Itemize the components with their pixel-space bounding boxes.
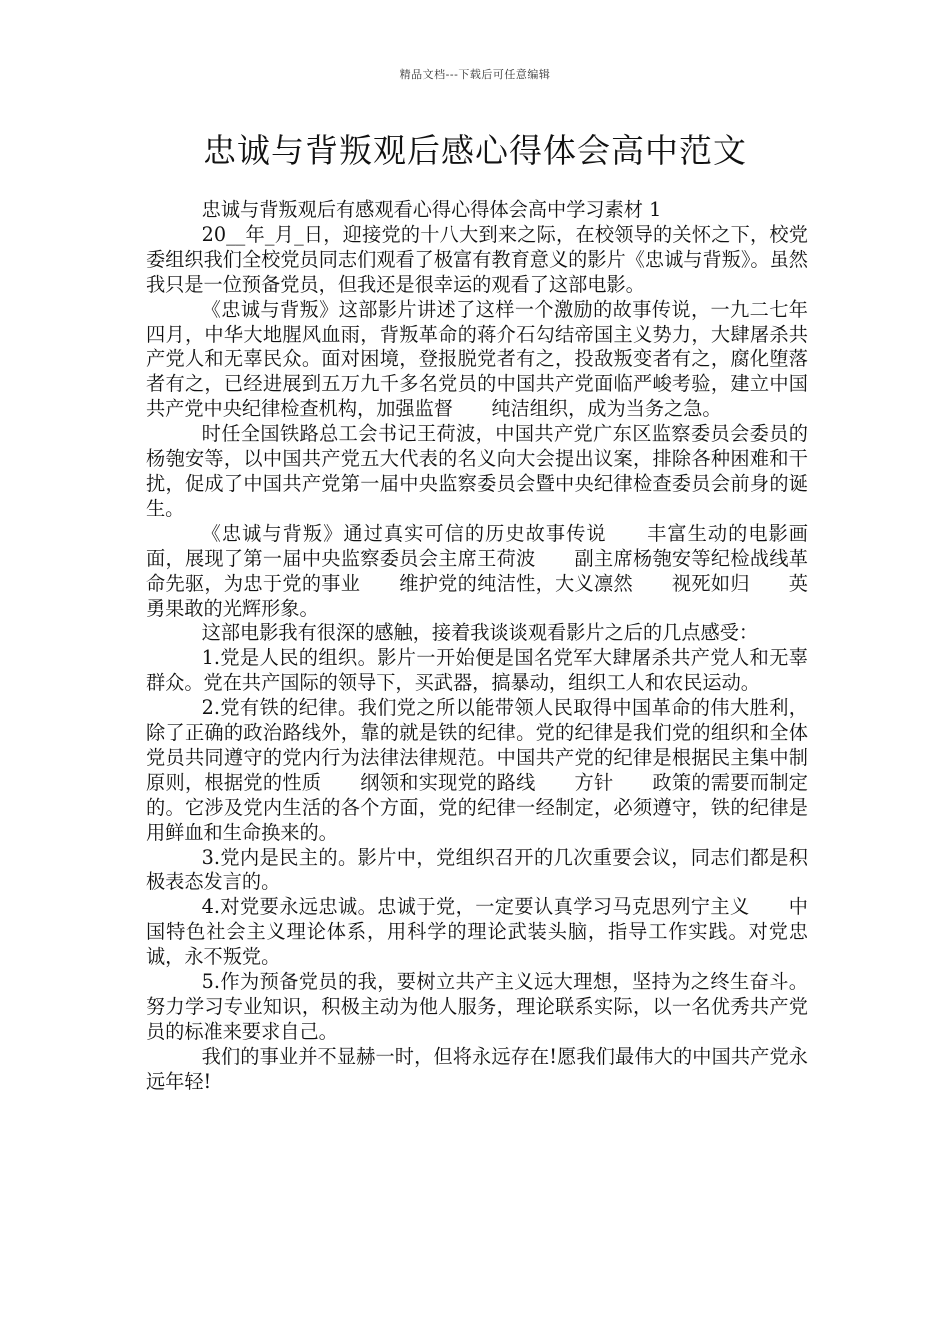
page-title: 忠诚与背叛观后感心得体会高中范文	[203, 131, 747, 170]
paragraph-closing: 我们的事业并不显赫一时，但将永远存在!愿我们最伟大的中国共产党永远年轻!	[146, 1044, 808, 1093]
paragraph-point-4: 4.对党要永远忠诚。忠诚于党，一定要认真学习马克思列宁主义 中国特色社会主义理论体系，用科学的理论武装头脑，指导工作实践。对党忠诚，永不叛党。	[146, 895, 808, 969]
paragraph-point-3: 3.党内是民主的。影片中，党组织召开的几次重要会议，同志们都是积极表态发言的。	[146, 845, 808, 894]
paragraph-film: 《忠诚与背叛》通过真实可信的历史故事传说 丰富生动的电影画面，展现了第一届中央监察委员会主席王荷波 副主席杨匏安等纪检战线革命先驱，为忠于党的事业 维护党的纯洁性，大义凛然 视死如归 英勇果敢的光辉形象。	[146, 521, 808, 620]
paragraph-point-1: 1.党是人民的组织。影片一开始便是国名党军大肆屠杀共产党人和无辜群众。党在共产国际的领导下，买武器，搞暴动，组织工人和农民运动。	[146, 646, 808, 695]
document-subtitle: 忠诚与背叛观后有感观看心得心得体会高中学习素材 1	[201, 198, 662, 221]
paragraph-story: 《忠诚与背叛》这部影片讲述了这样一个激励的故事传说，一九二七年四月，中华大地腥风血雨，背叛革命的蒋介石勾结帝国主义势力，大肆屠杀共产党人和无辜民众。面对困境，登报脱党者有之，投敌叛变者有之，腐化堕落者有之，已经进展到五万九千多名党员的中国共产党面临严峻考验，建立中国共产党中央纪律检查机构，加强监督 纯洁组织，成为当务之急。	[146, 297, 808, 421]
paragraph-intro: 20__年_月_日，迎接党的十八大到来之际，在校领导的关怀之下，校党委组织我们全校党员同志们观看了极富有教育意义的影片《忠诚与背叛》。虽然我只是一位预备党员，但我还是很幸运的观看了这部电影。	[146, 222, 808, 296]
paragraph-feelings: 这部电影我有很深的感触，接着我谈谈观看影片之后的几点感受：	[201, 621, 759, 645]
paragraph-point-2: 2.党有铁的纪律。我们党之所以能带领人民取得中国革命的伟大胜利，除了正确的政治路线外，靠的就是铁的纪律。党的纪律是我们党的组织和全体党员共同遵守的党内行为法律法律规范。中国共产党的纪律是根据民主集中制原则，根据党的性质 纲领和实现党的路线 方针 政策的需要而制定的。它涉及党内生活的各个方面，党的纪律一经制定，必须遵守，铁的纪律是用鲜血和生命换来的。	[146, 696, 808, 844]
document-body	[146, 198, 808, 1095]
paragraph-history: 时任全国铁路总工会书记王荷波，中国共产党广东区监察委员会委员的杨匏安等，以中国共产党五大代表的名义向大会提出议案，排除各种困难和干扰，促成了中国共产党第一届中央监察委员会暨中央纪律检查委员会前身的诞生。	[146, 422, 808, 520]
header-note: 精品文档---下载后可任意编辑	[399, 68, 551, 81]
paragraph-point-5: 5.作为预备党员的我，要树立共产主义远大理想，坚持为之终生奋斗。努力学习专业知识，积极主动为他人服务，理论联系实际，以一名优秀共产党员的标准来要求自己。	[146, 970, 808, 1043]
